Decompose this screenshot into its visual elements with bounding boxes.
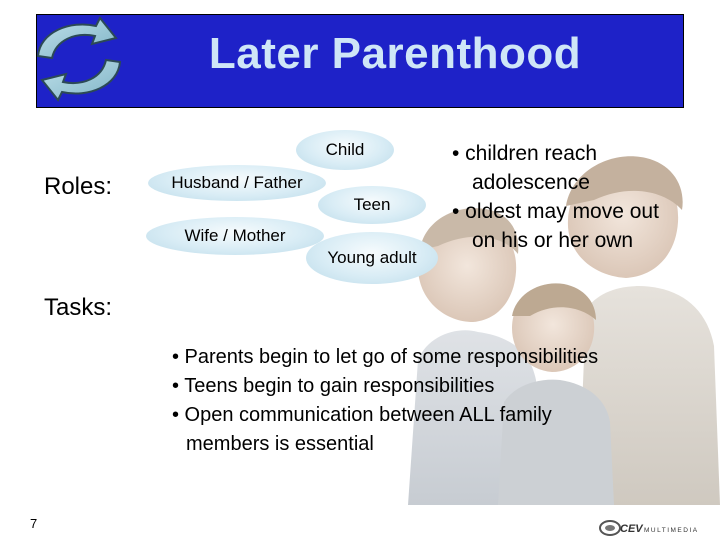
bullet-item-continuation: adolescence xyxy=(472,171,590,194)
task-item: • Open communication between ALL family xyxy=(172,404,552,426)
role-teen xyxy=(318,186,426,224)
tasks-label: Tasks: xyxy=(44,294,113,321)
tasks-bullet-list xyxy=(172,343,712,459)
role-husband-father xyxy=(148,165,326,201)
role-child-label: Child xyxy=(325,140,365,159)
svg-text:CEV: CEV xyxy=(620,523,643,535)
role-husband-label: Husband / Father xyxy=(171,173,303,192)
role-teen-label: Teen xyxy=(353,195,391,214)
bullet-item: • oldest may move out xyxy=(452,200,659,223)
page-number: 7 xyxy=(30,516,38,531)
role-wife-mother xyxy=(146,217,324,255)
role-young-adult xyxy=(306,232,438,284)
bullet-item-continuation: on his or her own xyxy=(472,229,634,252)
role-wife-label: Wife / Mother xyxy=(184,226,286,245)
slide-title: Later Parenthood xyxy=(208,29,582,78)
role-child xyxy=(296,130,394,170)
roles-bullet-list xyxy=(452,139,716,255)
task-item: • Parents begin to let go of some responsibilities xyxy=(172,346,599,368)
roles-label: Roles: xyxy=(44,173,113,200)
svg-text:MULTIMEDIA: MULTIMEDIA xyxy=(644,527,699,534)
cev-multimedia-logo xyxy=(598,517,710,539)
task-item: • Teens begin to gain responsibilities xyxy=(172,375,495,397)
bullet-item: • children reach xyxy=(452,142,598,165)
cycle-arrows-icon xyxy=(20,14,138,104)
task-item-continuation: members is essential xyxy=(186,433,374,455)
role-young-adult-label: Young adult xyxy=(327,248,417,267)
